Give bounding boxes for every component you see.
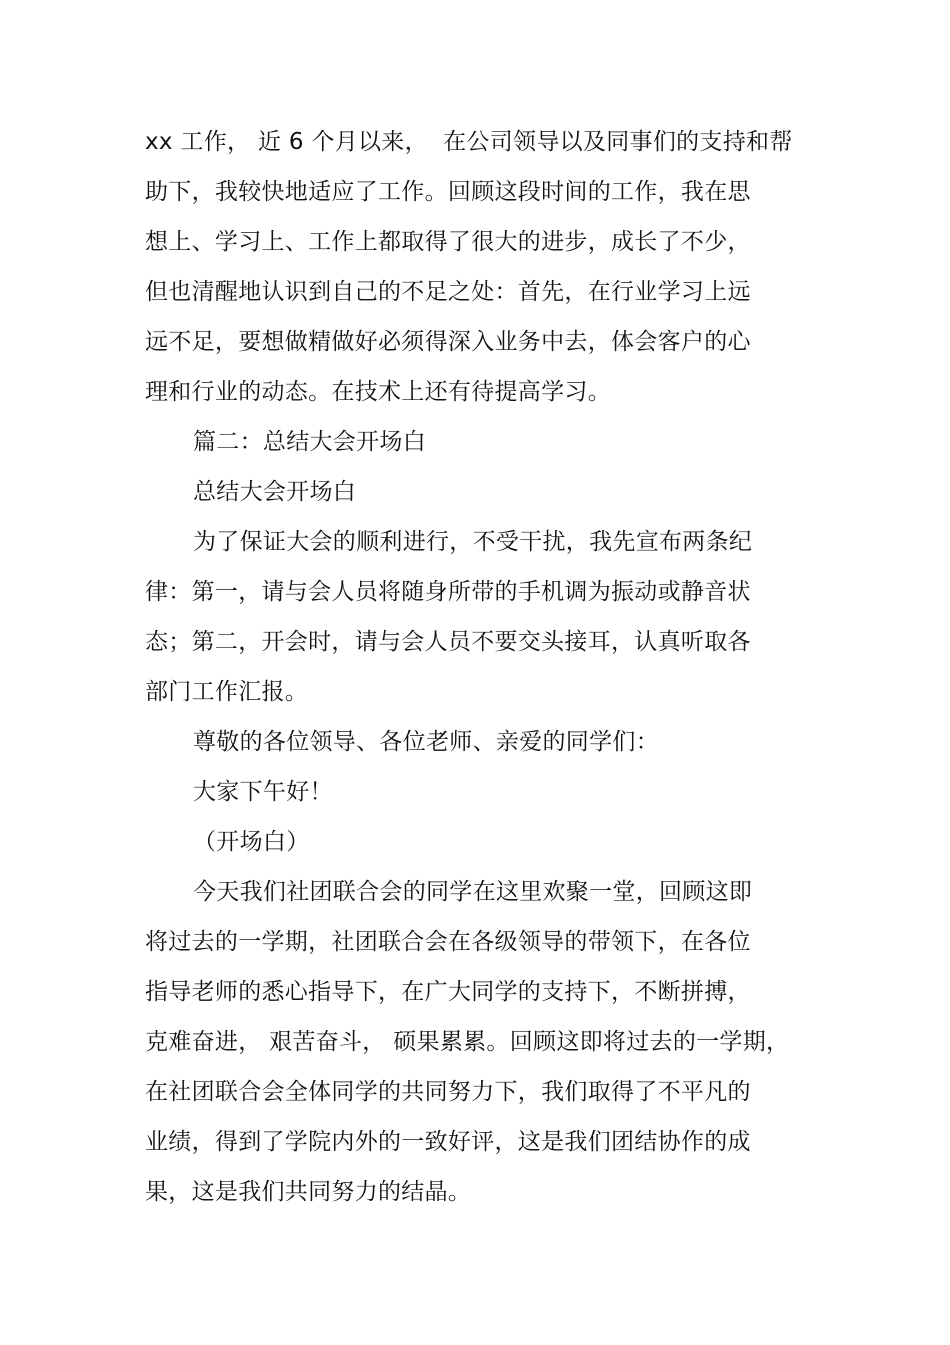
greeting: 大家下午好！ — [193, 779, 333, 805]
text-line-22: 果，这是我们共同努力的结晶。 — [145, 1179, 472, 1205]
text-line-4: 但也清醒地认识到自己的不足之处：首先，在行业学习上远 — [145, 279, 751, 305]
salutation: 尊敬的各位领导、各位老师、亲爱的同学们： — [193, 729, 659, 755]
text-line-3: 想上、学习上、工作上都取得了很大的进步，成长了不少， — [145, 229, 751, 255]
opening-note: （开场白） — [193, 829, 310, 855]
text-line-5: 远不足，要想做精做好必须得深入业务中去，体会客户的心 — [145, 329, 751, 355]
text-line-18: 指导老师的悉心指导下，在广大同学的支持下，不断拼搏， — [145, 979, 751, 1005]
text-line-2: 助下，我较快地适应了工作。回顾这段时间的工作，我在思 — [145, 179, 751, 205]
text-line-10: 律：第一，请与会人员将随身所带的手机调为振动或静音状 — [145, 579, 751, 605]
text-line-20: 在社团联合会全体同学的共同努力下，我们取得了不平凡的 — [145, 1079, 751, 1105]
text-line-21: 业绩，得到了学院内外的一致好评，这是我们团结协作的成 — [145, 1129, 751, 1155]
text-line-6: 理和行业的动态。在技术上还有待提高学习。 — [145, 379, 611, 405]
text-line-1: xx 工作， 近 6 个月以来， 在公司领导以及同事们的支持和帮 — [145, 129, 793, 155]
text-line-19: 克难奋进， 艰苦奋斗， 硕果累累。回顾这即将过去的一学期， — [145, 1029, 790, 1055]
section-heading: 篇二：总结大会开场白 — [193, 429, 426, 455]
text-line-12: 部门工作汇报。 — [145, 679, 309, 705]
text-line-17: 将过去的一学期，社团联合会在各级领导的带领下，在各位 — [145, 929, 751, 955]
text-line-16: 今天我们社团联合会的同学在这里欢聚一堂，回顾这即 — [193, 879, 753, 905]
text-line-9: 为了保证大会的顺利进行，不受干扰，我先宣布两条纪 — [193, 529, 753, 555]
section-title: 总结大会开场白 — [193, 479, 357, 505]
text-line-11: 态；第二，开会时，请与会人员不要交头接耳，认真听取各 — [145, 629, 751, 655]
